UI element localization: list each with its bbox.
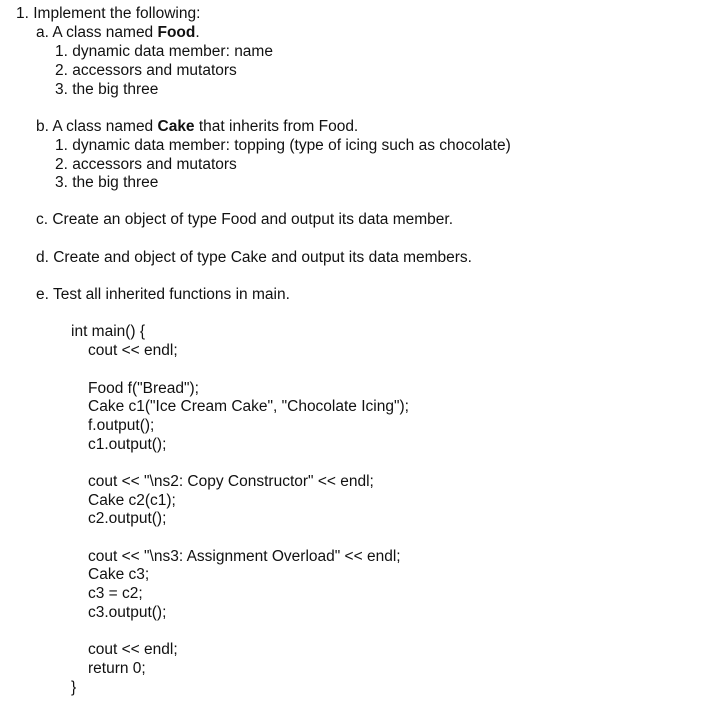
part-b-item: 3. the big three [55, 174, 159, 191]
part-b-heading [36, 118, 358, 136]
code-line: Cake c1("Ice Cream Cake", "Chocolate Icing"); [88, 398, 409, 415]
code-line: c3 = c2; [88, 585, 143, 602]
part-a-class-name: Food [157, 24, 196, 41]
part-a-prefix: a. A class named [36, 24, 158, 41]
part-b-item: 2. accessors and mutators [55, 156, 237, 173]
part-a-item: 1. dynamic data member: name [55, 43, 273, 60]
code-line: Food f("Bread"); [88, 380, 199, 397]
code-line: cout << endl; [88, 641, 178, 658]
task-title: 1. Implement the following: [16, 5, 201, 22]
code-line: cout << "\ns2: Copy Constructor" << endl; [88, 473, 374, 490]
part-a-item: 2. accessors and mutators [55, 62, 237, 79]
code-line: f.output(); [88, 417, 155, 434]
code-close: } [71, 679, 77, 696]
part-a-item: 3. the big three [55, 81, 159, 98]
code-line: cout << endl; [88, 342, 178, 359]
code-line: Cake c2(c1); [88, 492, 176, 509]
code-open: int main() { [71, 323, 146, 340]
code-line: c3.output(); [88, 604, 167, 621]
code-line: return 0; [88, 660, 146, 677]
part-b-prefix: b. A class named [36, 118, 158, 135]
part-b-suffix: that inherits from Food. [194, 118, 359, 135]
code-line: c1.output(); [88, 436, 167, 453]
code-line: c2.output(); [88, 510, 167, 527]
part-c: c. Create an object of type Food and output its data member. [36, 211, 454, 228]
part-a-heading [36, 24, 200, 42]
part-e: e. Test all inherited functions in main. [36, 286, 290, 303]
code-line: cout << "\ns3: Assignment Overload" << endl; [88, 548, 401, 565]
part-d: d. Create and object of type Cake and output its data members. [36, 249, 472, 266]
part-b-item: 1. dynamic data member: topping (type of icing such as chocolate) [55, 137, 511, 154]
part-b-class-name: Cake [157, 118, 195, 135]
part-a-suffix: . [195, 24, 200, 41]
code-line: Cake c3; [88, 566, 150, 583]
